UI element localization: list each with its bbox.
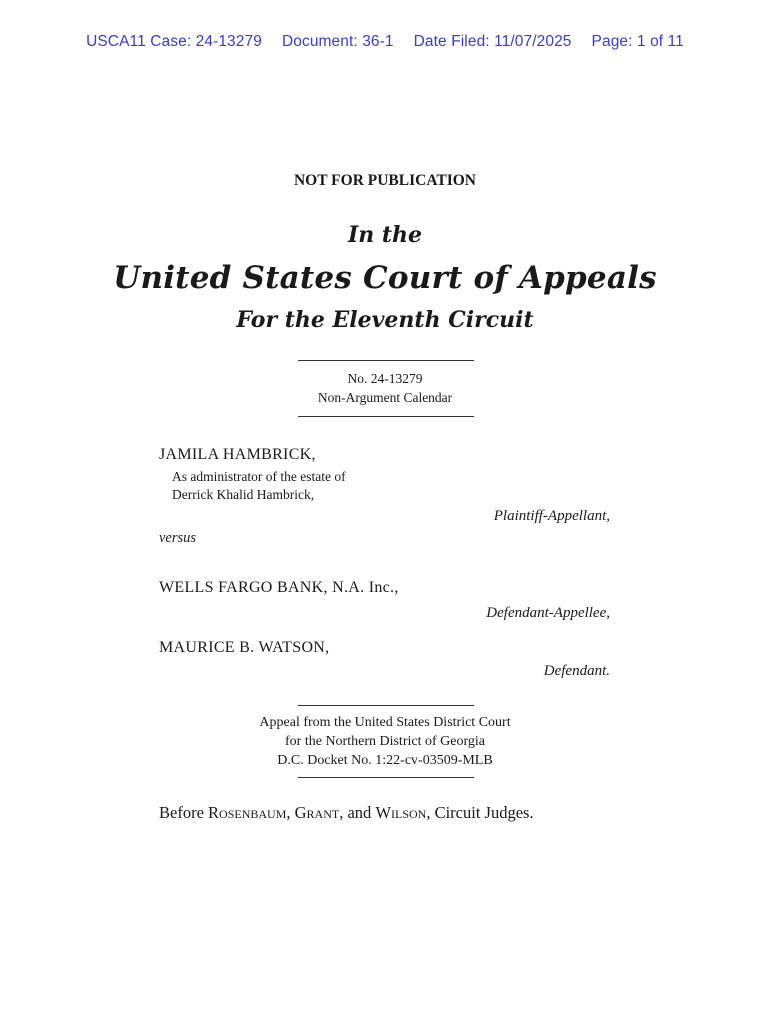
plaintiff-capacity-line1: As administrator of the estate of xyxy=(172,469,346,484)
judge-wilson: Wilson xyxy=(375,803,427,822)
judge-grant: Grant xyxy=(294,803,340,822)
panel-suffix: , Circuit Judges. xyxy=(426,803,534,822)
panel-before: Before xyxy=(159,803,209,822)
date-filed-stamp: Date Filed: 11/07/2025 xyxy=(413,33,572,50)
calendar-type: Non-Argument Calendar xyxy=(317,390,453,405)
plaintiff-capacity-line2: Derrick Khalid Hambrick, xyxy=(172,487,315,502)
publication-notice: NOT FOR PUBLICATION xyxy=(293,172,476,189)
defendant2-name: MAURICE B. WATSON, xyxy=(159,639,330,656)
appeal-line1: Appeal from the United States District Court xyxy=(259,715,511,730)
appeal-docket: D.C. Docket No. 1:22-cv-03509-MLB xyxy=(277,753,493,768)
defendant1-name: WELLS FARGO BANK, N.A. Inc., xyxy=(159,579,399,596)
appeal-line2: for the Northern District of Georgia xyxy=(285,734,485,749)
divider-appeal-top xyxy=(298,705,474,706)
court-heading-in-the: In the xyxy=(347,222,423,248)
case-number: No. 24-13279 xyxy=(347,371,423,386)
page-count-stamp: Page: 1 of 11 xyxy=(591,33,684,50)
case-number-stamp: USCA11 Case: 24-13279 xyxy=(86,33,262,50)
court-heading-name: United States Court of Appeals xyxy=(113,260,657,296)
filing-header xyxy=(0,33,770,51)
document-number-stamp: Document: 36-1 xyxy=(281,33,394,50)
defendant2-role: Defendant. xyxy=(543,663,610,679)
divider-case-bottom xyxy=(298,416,474,417)
panel-sep2: , and xyxy=(339,803,376,822)
plaintiff-name: JAMILA HAMBRICK, xyxy=(159,446,316,463)
divider-appeal-bottom xyxy=(298,777,474,778)
panel-sep1: , xyxy=(286,803,295,822)
versus-label: versus xyxy=(159,530,197,546)
divider-top xyxy=(298,360,474,361)
judge-rosenbaum: Rosenbaum xyxy=(208,803,287,822)
plaintiff-role: Plaintiff-Appellant, xyxy=(493,508,610,524)
defendant1-role: Defendant-Appellee, xyxy=(486,605,610,621)
court-heading-circuit: For the Eleventh Circuit xyxy=(236,307,534,333)
panel-line xyxy=(159,803,534,823)
